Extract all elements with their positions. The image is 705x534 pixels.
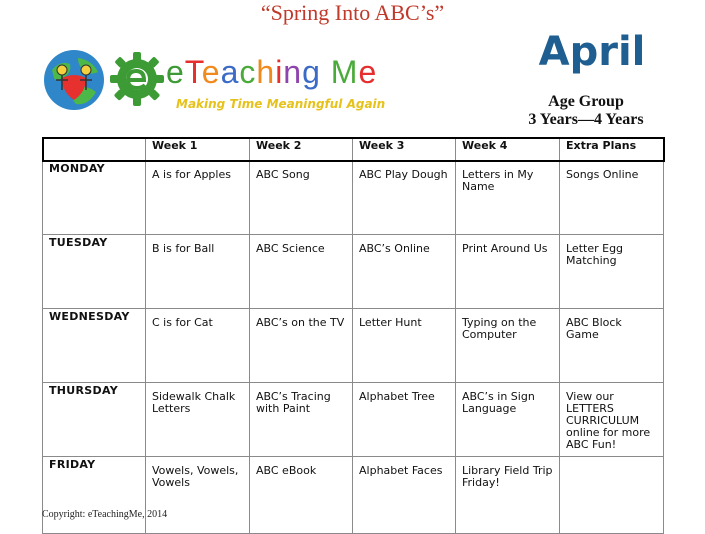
activity-cell: Letters in My Name bbox=[456, 161, 560, 235]
activity-cell: Letter Egg Matching bbox=[560, 235, 664, 309]
activity-cell: Songs Online bbox=[560, 161, 664, 235]
brand-letter: g bbox=[302, 54, 321, 90]
activity-cell: ABC Block Game bbox=[560, 309, 664, 383]
activity-cell: A is for Apples bbox=[146, 161, 250, 235]
brand-letter: h bbox=[256, 54, 276, 90]
page-title: “Spring Into ABC’s” bbox=[260, 0, 445, 25]
activity-cell: ABC’s on the TV bbox=[250, 309, 353, 383]
brand-letter: e bbox=[358, 54, 378, 90]
brand-letter bbox=[321, 54, 331, 90]
brand-letter: a bbox=[220, 54, 240, 90]
day-label: MONDAY bbox=[43, 161, 146, 235]
activity-cell: ABC eBook bbox=[250, 457, 353, 534]
activity-cell: Sidewalk Chalk Letters bbox=[146, 383, 250, 457]
day-label: TUESDAY bbox=[43, 235, 146, 309]
activity-cell: Typing on the Computer bbox=[456, 309, 560, 383]
copyright-notice: Copyright: eTeachingMe, 2014 bbox=[42, 509, 168, 520]
brand-letter: M bbox=[330, 54, 359, 90]
activity-cell: View our LETTERS CURRICULUM online for more ABC Fun! bbox=[560, 383, 664, 457]
week-column-header: Extra Plans bbox=[560, 138, 664, 161]
brand-letter: n bbox=[283, 54, 303, 90]
gear-logo-icon bbox=[108, 50, 166, 108]
table-row bbox=[43, 309, 664, 383]
activity-cell: Library Field Trip Friday! bbox=[456, 457, 560, 534]
globe-kids-logo-icon bbox=[42, 48, 106, 112]
week-column-header: Week 1 bbox=[146, 138, 250, 161]
table-header-row bbox=[43, 138, 664, 161]
table-row bbox=[43, 161, 664, 235]
activity-cell: ABC Song bbox=[250, 161, 353, 235]
activity-cell: B is for Ball bbox=[146, 235, 250, 309]
day-label: FRIDAY bbox=[43, 457, 146, 534]
week-column-header: Week 2 bbox=[250, 138, 353, 161]
brand-wordmark bbox=[166, 54, 377, 90]
activity-cell: Alphabet Faces bbox=[353, 457, 456, 534]
activity-cell bbox=[560, 457, 664, 534]
activity-cell: ABC Play Dough bbox=[353, 161, 456, 235]
activity-cell: Alphabet Tree bbox=[353, 383, 456, 457]
brand-letter: c bbox=[239, 54, 257, 90]
table-row bbox=[43, 457, 664, 534]
brand-letter: T bbox=[184, 54, 202, 90]
day-label: THURSDAY bbox=[43, 383, 146, 457]
month-heading: April bbox=[538, 29, 646, 75]
brand-letter: i bbox=[275, 54, 284, 90]
age-range: 3 Years—4 Years bbox=[528, 111, 644, 128]
activity-cell: ABC’s Tracing with Paint bbox=[250, 383, 353, 457]
header-corner-cell bbox=[43, 138, 146, 161]
lesson-plan-table bbox=[42, 137, 664, 534]
table-row bbox=[43, 235, 664, 309]
table-row bbox=[43, 383, 664, 457]
activity-cell: Print Around Us bbox=[456, 235, 560, 309]
activity-cell: ABC’s Online bbox=[353, 235, 456, 309]
activity-cell: ABC’s in Sign Language bbox=[456, 383, 560, 457]
activity-cell: Vowels, Vowels, Vowels bbox=[146, 457, 250, 534]
activity-cell: ABC Science bbox=[250, 235, 353, 309]
activity-cell: Letter Hunt bbox=[353, 309, 456, 383]
brand-tagline: Making Time Meaningful Again bbox=[176, 97, 386, 111]
brand-letter: e bbox=[201, 54, 221, 90]
activity-cell: C is for Cat bbox=[146, 309, 250, 383]
brand-letter: e bbox=[166, 54, 185, 90]
age-group-label: Age Group bbox=[548, 93, 624, 110]
week-column-header: Week 4 bbox=[456, 138, 560, 161]
week-column-header: Week 3 bbox=[353, 138, 456, 161]
day-label: WEDNESDAY bbox=[43, 309, 146, 383]
